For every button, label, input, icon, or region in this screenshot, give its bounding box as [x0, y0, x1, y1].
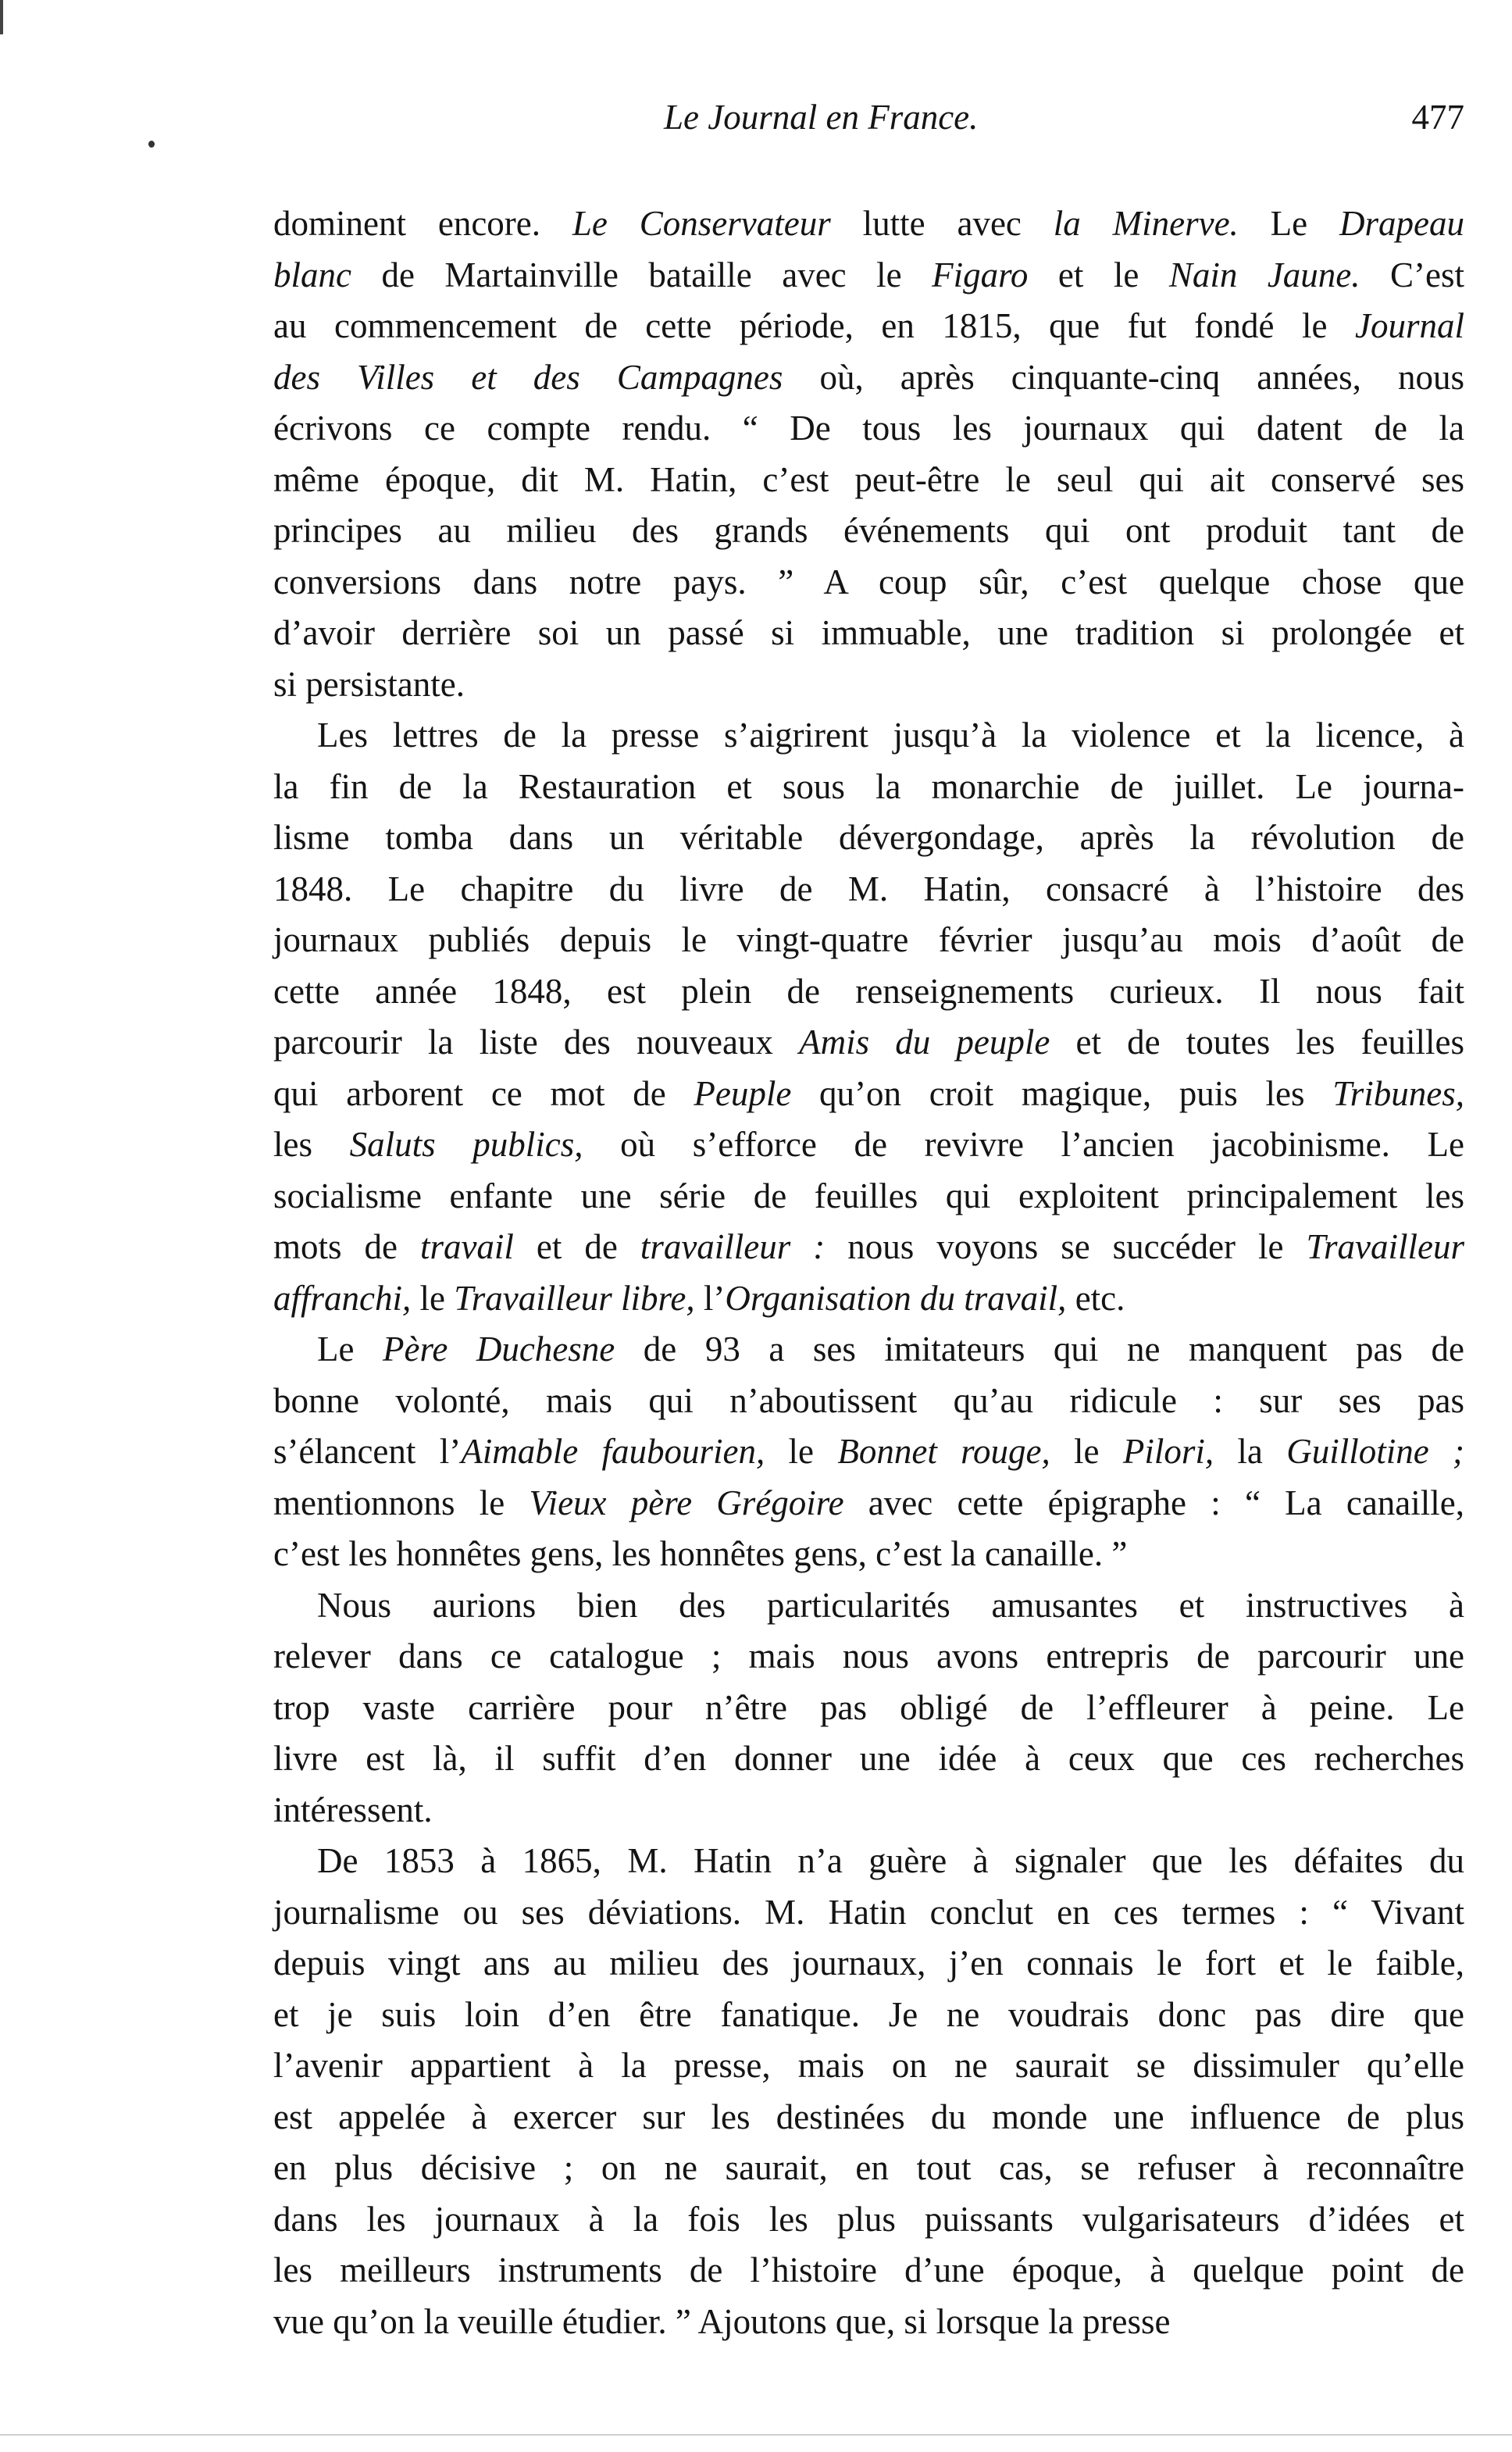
italic-title: Travailleur libre, — [454, 1278, 695, 1318]
italic-title: Tribunes, — [1332, 1073, 1464, 1113]
text-line — [273, 352, 1464, 404]
text-run: lisme tomba dans un véritable dévergondage, après la révolution de — [273, 818, 1464, 857]
text-line — [273, 2194, 1464, 2246]
text-run: est appelée à exercer sur les destinées du monde une influence de plus — [273, 2097, 1464, 2136]
text-line — [273, 2040, 1464, 2092]
text-line — [273, 403, 1464, 455]
italic-title: Aimable faubourien, — [461, 1432, 765, 1471]
text-run: vue qu’on la veuille étudier. ” Ajoutons que, si lorsque la presse — [273, 2301, 1171, 2341]
text-run: de 93 a ses imitateurs qui ne manquent pas de — [615, 1330, 1464, 1369]
text-line — [273, 1733, 1464, 1785]
running-title: Le Journal en France. — [664, 98, 979, 137]
page-number: 477 — [1411, 98, 1464, 137]
text-run: la — [1214, 1432, 1287, 1471]
text-run: et de — [513, 1227, 640, 1266]
text-line — [273, 1683, 1464, 1734]
text-run: Le — [1238, 204, 1340, 243]
text-run: dans les journaux à la fois les plus puissants vulgarisateurs d’idées et — [273, 2199, 1464, 2239]
text-line — [273, 1478, 1464, 1529]
italic-title: Figaro — [932, 255, 1029, 294]
text-run: lutte avec — [830, 204, 1054, 243]
italic-title: Nain Jaune. — [1168, 255, 1360, 294]
italic-title: des Villes et des Campagnes — [273, 357, 783, 397]
text-run: écrivons ce compte rendu. “ De tous les journaux qui datent de la — [273, 409, 1464, 448]
body-text — [273, 198, 1464, 2347]
text-run: principes au milieu des grands événements qui ont produit tant de — [273, 511, 1464, 550]
italic-title: Peuple — [694, 1073, 792, 1113]
text-line — [273, 557, 1464, 609]
text-run: qui arborent ce mot de — [273, 1073, 694, 1113]
text-line — [273, 1273, 1464, 1325]
italic-title: la Minerve. — [1053, 204, 1239, 243]
italic-title: Vieux père Grégoire — [529, 1483, 844, 1522]
text-run: livre est là, il suffit d’en donner une idée à ceux que ces recherches — [273, 1739, 1464, 1778]
text-run: cette année 1848, est plein de renseignements curieux. Il nous fait — [273, 971, 1464, 1011]
text-line — [273, 301, 1464, 352]
text-line — [273, 710, 1464, 762]
italic-title: Bonnet rouge, — [837, 1432, 1050, 1471]
text-run: bonne volonté, mais qui n’aboutissent qu’au ridicule : sur ses pas — [273, 1380, 1464, 1420]
text-run: c’est les honnêtes gens, les honnêtes gens, c’est la canaille. ” — [273, 1534, 1128, 1573]
running-head — [273, 100, 1464, 162]
text-run: qu’on croit magique, puis les — [791, 1073, 1333, 1113]
text-line — [273, 1376, 1464, 1427]
text-run: en plus décisive ; on ne saurait, en tout cas, se refuser à reconnaître — [273, 2148, 1464, 2187]
text-run: les meilleurs instruments de l’histoire d’une époque, à quelque point de — [273, 2250, 1464, 2290]
text-line — [273, 1580, 1464, 1632]
text-run: C’est — [1360, 255, 1464, 294]
text-line — [273, 1887, 1464, 1939]
italic-title: affranchi, — [273, 1278, 412, 1318]
text-run: le — [1050, 1432, 1123, 1471]
text-line — [273, 1529, 1464, 1580]
page-bottom-edge — [0, 2434, 1512, 2436]
italic-title: Pilori, — [1122, 1432, 1214, 1471]
text-line — [273, 1017, 1464, 1069]
text-run: socialisme enfante une série de feuilles qui exploitent principalement les — [273, 1176, 1464, 1215]
text-run: De 1853 à 1865, M. Hatin n’a guère à signaler que les défaites du — [317, 1841, 1464, 1880]
text-line — [273, 1171, 1464, 1222]
text-run: les — [273, 1125, 350, 1164]
italic-title: Journal — [1355, 306, 1464, 345]
text-run: avec cette épigraphe : “ La canaille, — [843, 1483, 1465, 1522]
text-line — [273, 1990, 1464, 2041]
text-run: conversions dans notre pays. ” A coup sûr, c’est quelque chose que — [273, 562, 1464, 601]
text-run: où s’efforce de revivre l’ancien jacobinisme. Le — [583, 1125, 1464, 1164]
text-run: d’avoir derrière soi un passé si immuable, une tradition si prolongée et — [273, 613, 1464, 652]
text-run: et le — [1028, 255, 1169, 294]
text-line — [273, 915, 1464, 966]
text-line — [273, 659, 1464, 711]
italic-title: blanc — [273, 255, 351, 294]
text-line — [273, 1785, 1464, 1836]
text-run: et je suis loin d’en être fanatique. Je ne voudrais donc pas dire que — [273, 1994, 1464, 2034]
text-run: etc. — [1066, 1278, 1125, 1318]
italic-title: Amis du peuple — [799, 1023, 1050, 1062]
italic-title: Travailleur — [1306, 1227, 1464, 1266]
text-run: nous voyons se succéder le — [825, 1227, 1307, 1266]
text-line — [273, 1324, 1464, 1376]
text-run: Nous aurions bien des particularités amusantes et instructives à — [317, 1585, 1464, 1625]
page-edge-mark — [0, 0, 3, 34]
text-run: parcourir la liste des nouveaux — [273, 1023, 800, 1062]
text-run: Le — [317, 1330, 383, 1369]
text-line — [273, 1069, 1464, 1120]
text-run: l’avenir appartient à la presse, mais on ne saurait se dissimuler qu’elle — [273, 2046, 1464, 2085]
text-run: depuis vingt ans au milieu des journaux, j’en connais le fort et le faible, — [273, 1943, 1464, 1983]
text-line — [273, 864, 1464, 915]
text-line — [273, 2245, 1464, 2297]
italic-title: Drapeau — [1339, 204, 1465, 243]
italic-title: Guillotine ; — [1286, 1432, 1465, 1471]
text-run: relever dans ce catalogue ; mais nous avons entrepris de parcourir une — [273, 1636, 1464, 1676]
text-run: de Martainville bataille avec le — [351, 255, 933, 294]
text-line — [273, 505, 1464, 557]
text-run: journaux publiés depuis le vingt-quatre février jusqu’au mois d’août de — [273, 920, 1464, 959]
text-line — [273, 2092, 1464, 2143]
text-line — [273, 812, 1464, 864]
text-run: la fin de la Restauration et sous la monarchie de juillet. Le journa- — [273, 766, 1464, 806]
text-run: Les lettres de la presse s’aigrirent jusqu’à la violence et la licence, à — [317, 716, 1464, 755]
text-run: dominent encore. — [273, 204, 572, 243]
text-line — [273, 2143, 1464, 2194]
text-run: l’ — [694, 1278, 726, 1318]
italic-title: Le Conservateur — [572, 204, 831, 243]
italic-title: Saluts publics, — [349, 1125, 583, 1164]
text-line — [273, 1222, 1464, 1273]
text-run: où, après cinquante-cinq années, nous — [783, 357, 1464, 397]
text-line — [273, 1119, 1464, 1171]
text-line — [273, 455, 1464, 506]
text-run: mots de — [273, 1227, 420, 1266]
italic-title: Organisation du travail, — [725, 1278, 1067, 1318]
text-line — [273, 1426, 1464, 1478]
italic-title: Père Duchesne — [383, 1330, 615, 1369]
text-line — [273, 966, 1464, 1018]
text-run: trop vaste carrière pour n’être pas obligé de l’effleurer à peine. Le — [273, 1687, 1464, 1727]
italic-title: travail — [419, 1227, 514, 1266]
text-line — [273, 198, 1464, 250]
text-line — [273, 250, 1464, 302]
text-run: 1848. Le chapitre du livre de M. Hatin, consacré à l’histoire des — [273, 869, 1464, 908]
text-line — [273, 2297, 1464, 2348]
text-line — [273, 762, 1464, 813]
ink-dot — [148, 141, 155, 148]
text-run: si persistante. — [273, 664, 465, 704]
text-run: journalisme ou ses déviations. M. Hatin conclut en ces termes : “ Vivant — [273, 1892, 1464, 1932]
text-line — [273, 608, 1464, 659]
text-run: même époque, dit M. Hatin, c’est peut-être le seul qui ait conservé ses — [273, 459, 1464, 499]
text-run: mentionnons le — [273, 1483, 530, 1522]
text-line — [273, 1836, 1464, 1887]
italic-title: travailleur : — [640, 1227, 826, 1266]
text-run: et de toutes les feuilles — [1050, 1023, 1464, 1062]
text-run: s’élancent l’ — [273, 1432, 462, 1471]
text-run: au commencement de cette période, en 1815, que fut fondé le — [273, 306, 1355, 345]
text-line — [273, 1631, 1464, 1683]
text-run: intéressent. — [273, 1790, 433, 1829]
text-run: le — [765, 1432, 838, 1471]
text-run: le — [411, 1278, 455, 1318]
text-line — [273, 1938, 1464, 1990]
